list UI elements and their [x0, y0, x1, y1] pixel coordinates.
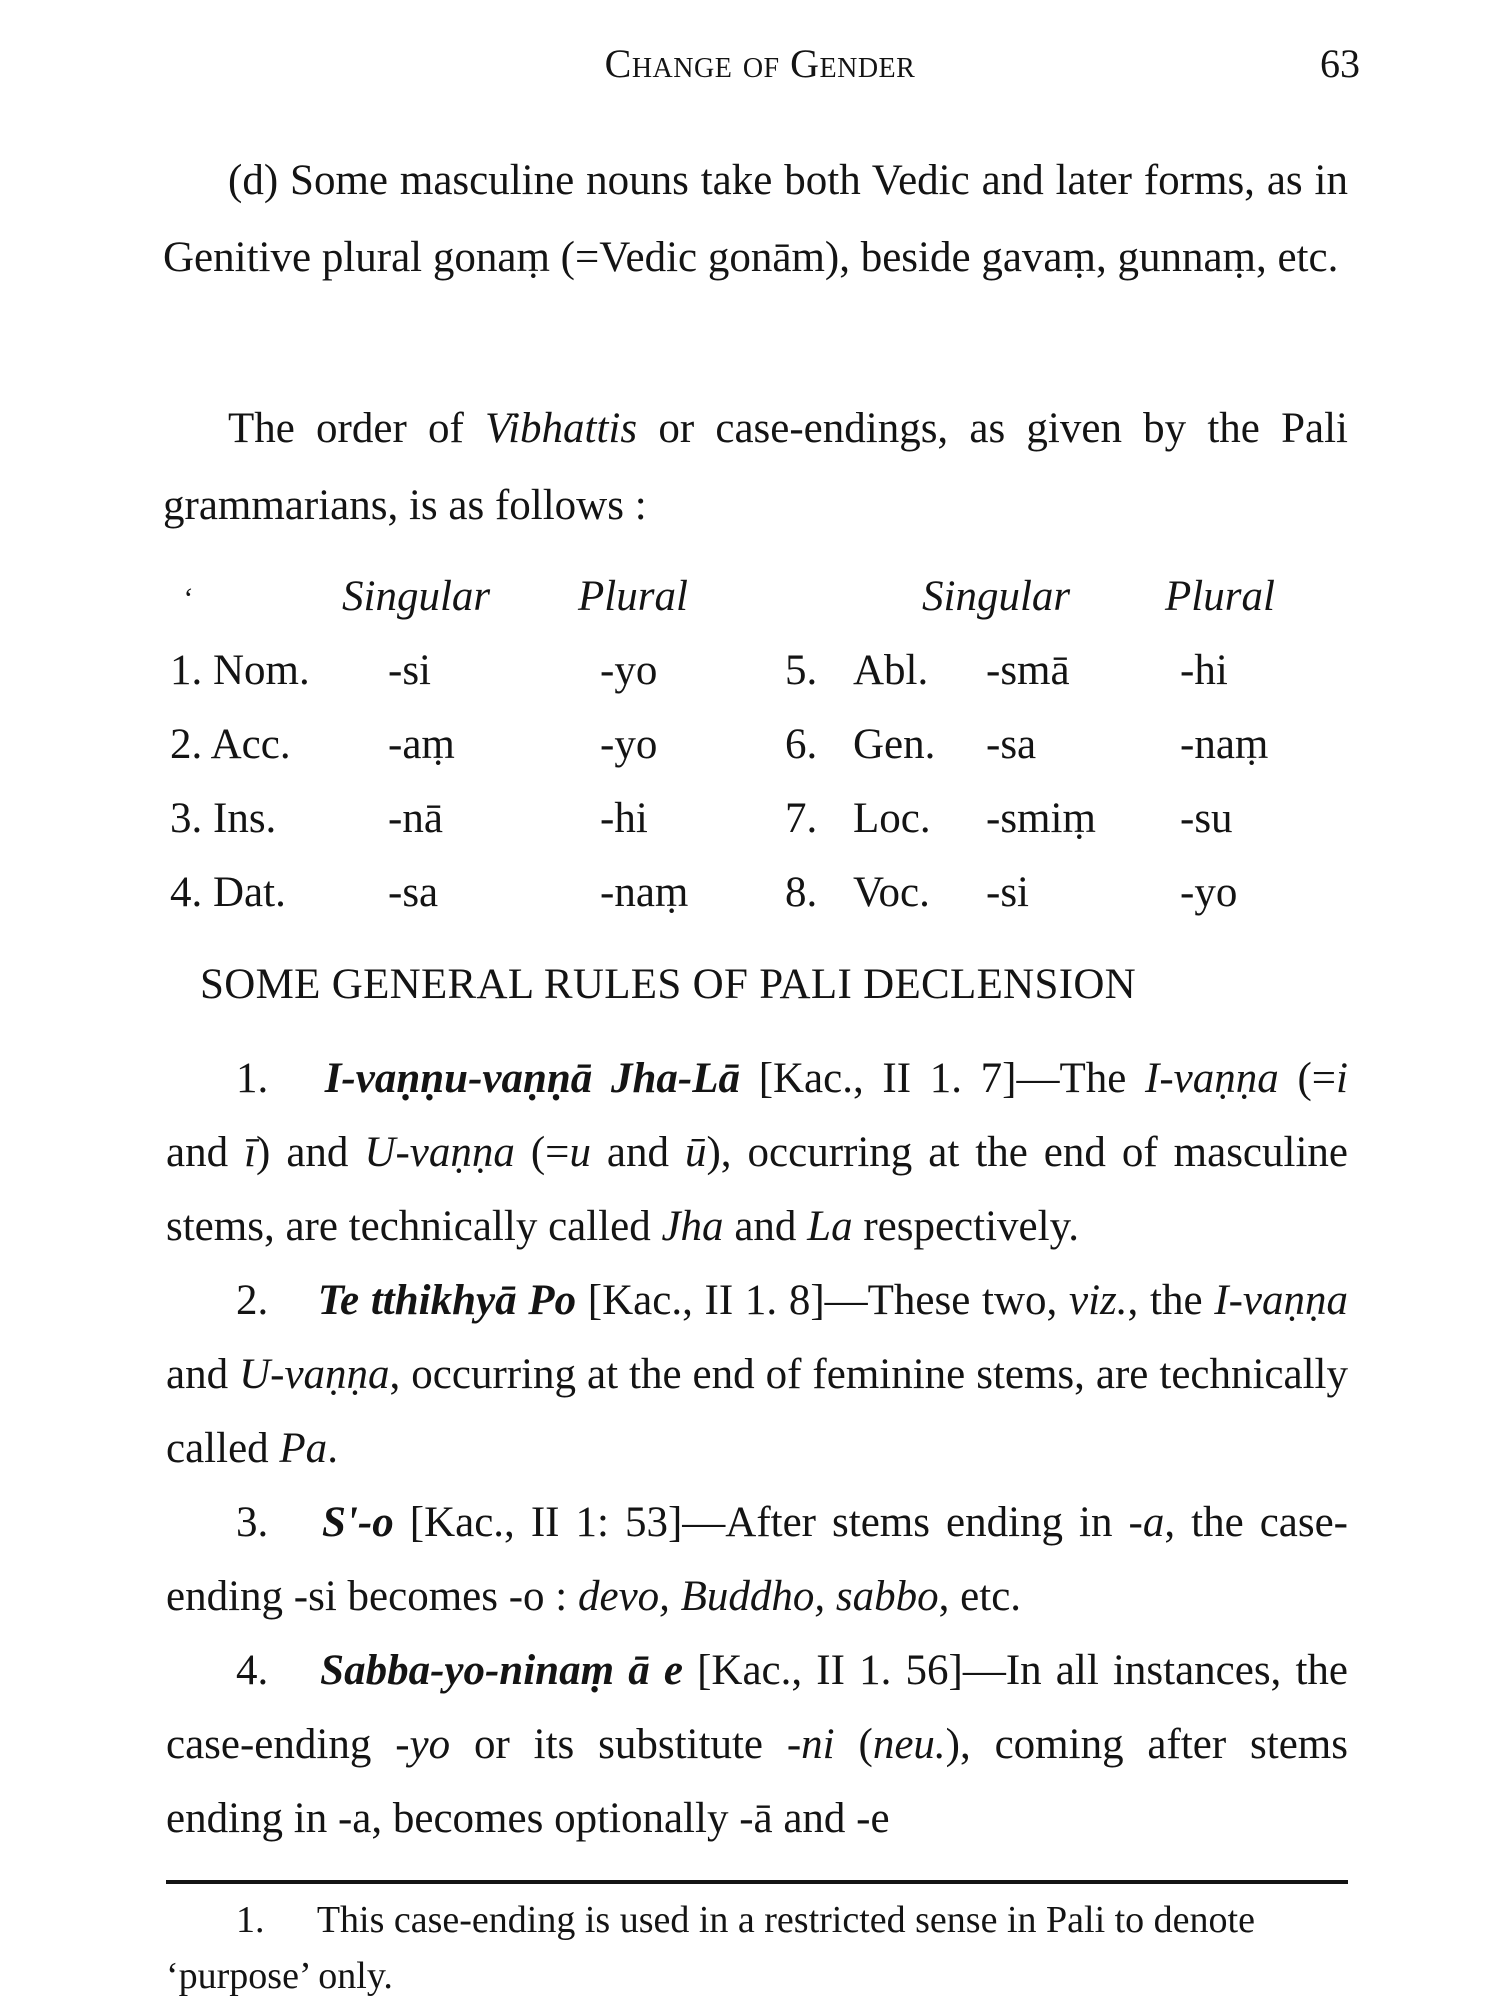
- singular-ending: -smā: [986, 647, 1070, 694]
- plural-ending: -hi: [600, 795, 648, 842]
- singular-ending: -si: [986, 869, 1029, 916]
- table-row: [170, 646, 1350, 706]
- case-label: Voc.: [853, 869, 930, 916]
- rule-text: and: [166, 1351, 240, 1398]
- table-row: [170, 720, 1350, 780]
- section-heading: SOME GENERAL RULES OF PALI DECLENSION: [200, 961, 1137, 1008]
- footnote-number: 1.: [236, 1899, 265, 1941]
- plural-ending: -naṃ: [1180, 721, 1269, 768]
- rule-text: (=: [1278, 1055, 1337, 1102]
- order-term: Vibhattis: [485, 405, 638, 452]
- case-label: Loc.: [853, 795, 931, 842]
- rule-3: [166, 1486, 1348, 1634]
- rule-term: I-vaṇṇa: [1214, 1277, 1348, 1324]
- rule-term: U-vaṇṇa: [364, 1129, 515, 1176]
- header-plural-right: Plural: [1165, 573, 1275, 620]
- order-text-1: The order of: [228, 405, 486, 452]
- paragraph-d: [163, 142, 1348, 296]
- header-plural-left: Plural: [578, 573, 688, 620]
- case-label: Abl.: [853, 647, 929, 694]
- singular-ending: -sa: [986, 721, 1037, 768]
- paragraph-d-text: (d) Some masculine nouns take both Vedic and later forms, as in Genitive plural gonaṃ (=Vedic gonām), beside gavaṃ, gunnaṃ, etc.: [163, 157, 1348, 281]
- rule-term: ū: [684, 1129, 707, 1176]
- rule-term: Pa: [279, 1425, 328, 1472]
- rule-name: Sabba-yo-ninaṃ ā e: [320, 1647, 683, 1694]
- rule-term: La: [807, 1203, 853, 1250]
- singular-ending: -aṃ: [388, 721, 455, 768]
- singular-ending: -smiṃ: [986, 795, 1096, 842]
- rule-term: Jha: [661, 1203, 724, 1250]
- case-number: 6.: [785, 721, 818, 768]
- page-number: 63: [1320, 41, 1360, 86]
- rule-number: 1.: [236, 1055, 269, 1102]
- rule-term: devo, Buddho, sabbo: [578, 1573, 939, 1620]
- case-label: 2. Acc.: [170, 721, 291, 768]
- singular-ending: -sa: [388, 869, 439, 916]
- case-label: 4. Dat.: [170, 869, 286, 916]
- rules-list: [166, 1042, 1348, 1856]
- rule-number: 2.: [236, 1277, 269, 1324]
- footnote-divider: [166, 1880, 1348, 1884]
- rule-term: viz.: [1069, 1277, 1128, 1324]
- paragraph-case-order: [163, 390, 1348, 544]
- rule-text: ) and: [256, 1129, 365, 1176]
- rule-text: , occurring at the end of feminine stems, are technically called: [166, 1351, 1349, 1472]
- rule-text: [Kac., II 1. 7]—The: [740, 1055, 1146, 1102]
- running-title: Change of Gender: [604, 41, 916, 86]
- rule-term: a: [1142, 1499, 1165, 1546]
- rule-text: ), occurring at the end of masculine stems, are technically called: [166, 1129, 1348, 1250]
- rule-text: or its substitute: [450, 1721, 787, 1768]
- rule-text: .: [327, 1425, 338, 1472]
- rule-text: and: [723, 1203, 808, 1250]
- rule-text: , the: [1127, 1277, 1215, 1324]
- rule-text: , the case-ending -si becomes -o :: [166, 1499, 1349, 1620]
- plural-ending: -su: [1180, 795, 1233, 842]
- rule-term: U-vaṇṇa: [239, 1351, 390, 1398]
- rule-term: -yo: [395, 1721, 451, 1768]
- rule-text: [Kac., II 1. 8]—These two,: [576, 1277, 1070, 1324]
- rule-name: I-vaṇṇu-vaṇṇā Jha-Lā: [324, 1055, 740, 1102]
- rule-term: u: [569, 1129, 591, 1176]
- case-number: 5.: [785, 647, 818, 694]
- case-label: 3. Ins.: [170, 795, 277, 842]
- stray-mark: ʻ: [182, 582, 192, 615]
- rule-text: [Kac., II 1: 53]—After stems ending in -: [393, 1499, 1143, 1546]
- rule-term: i: [1336, 1055, 1348, 1102]
- plural-ending: -yo: [1180, 869, 1238, 916]
- order-text-2: or case-endings, as given by the Pali grammarians, is as follows :: [163, 405, 1348, 529]
- header-singular-right: Singular: [922, 573, 1071, 620]
- rule-text: (: [834, 1721, 873, 1768]
- case-number: 7.: [785, 795, 818, 842]
- rule-text: , etc.: [938, 1573, 1022, 1620]
- footnote: [166, 1892, 1348, 2004]
- rule-term: I-vaṇṇa: [1145, 1055, 1279, 1102]
- rule-term: neu.: [872, 1721, 946, 1768]
- plural-ending: -hi: [1180, 647, 1228, 694]
- rule-number: 4.: [236, 1647, 269, 1694]
- running-head: [160, 40, 1360, 90]
- footnote-text: This case-ending is used in a restricted sense in Pali to denote ‘purpose’ only.: [166, 1899, 1255, 1997]
- rule-1: [166, 1042, 1348, 1264]
- rule-text: and: [590, 1129, 685, 1176]
- rule-name: Te tthikhyā Po: [317, 1277, 577, 1324]
- rule-text: (=: [514, 1129, 570, 1176]
- plural-ending: -yo: [600, 647, 658, 694]
- table-row: [170, 794, 1350, 854]
- plural-ending: -yo: [600, 721, 658, 768]
- rule-term: -ni: [786, 1721, 835, 1768]
- case-number: 8.: [785, 869, 818, 916]
- rule-2: [166, 1264, 1348, 1486]
- rule-term: ī: [244, 1129, 257, 1176]
- table-row: [170, 868, 1350, 928]
- rule-text: respectively.: [852, 1203, 1080, 1250]
- singular-ending: -si: [388, 647, 431, 694]
- case-label: 1. Nom.: [170, 647, 310, 694]
- rule-text: and: [166, 1129, 245, 1176]
- singular-ending: -nā: [388, 795, 443, 842]
- rule-text: [Kac., II 1. 56]—In all instances, the case-ending: [166, 1647, 1349, 1768]
- rule-text: ), coming after stems ending in -a, becomes optionally -ā and -e: [166, 1721, 1348, 1842]
- header-singular-left: Singular: [342, 573, 491, 620]
- table-header-row: [170, 572, 1350, 632]
- rule-4: [166, 1634, 1348, 1856]
- plural-ending: -naṃ: [600, 869, 689, 916]
- rule-number: 3.: [236, 1499, 269, 1546]
- rule-name: S'-o: [322, 1499, 394, 1546]
- case-label: Gen.: [853, 721, 936, 768]
